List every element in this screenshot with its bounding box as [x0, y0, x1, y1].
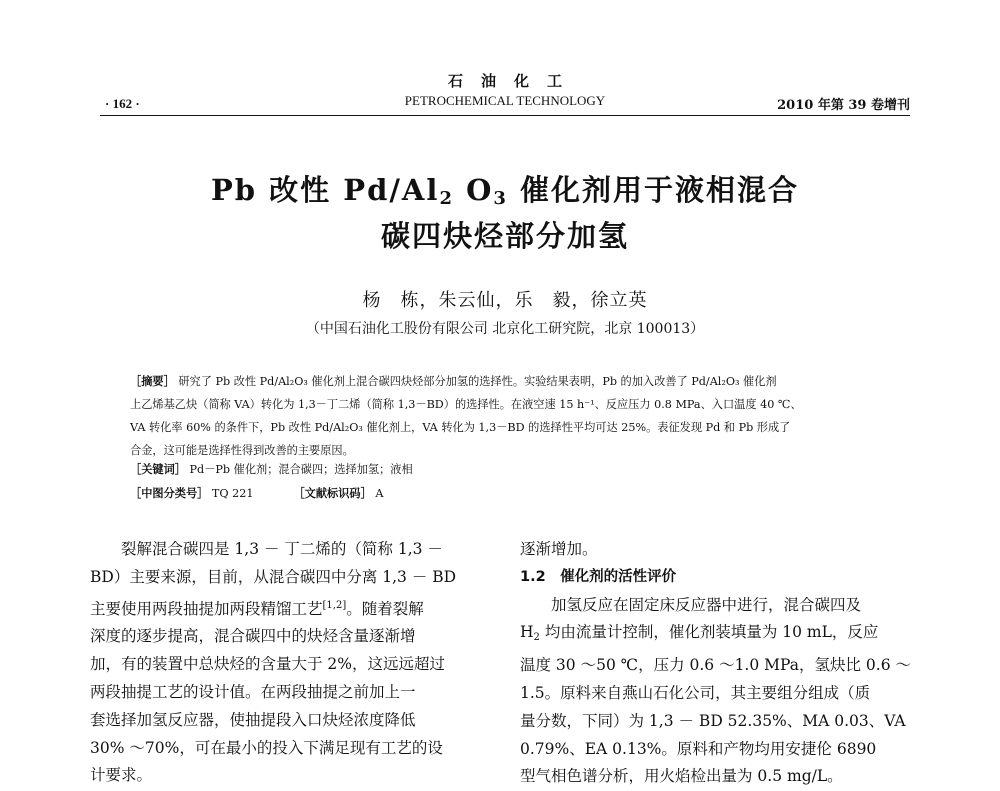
body-line: 套选择加氢反应器，使抽提段入口炔烃浓度降低: [90, 710, 416, 729]
body-line: 加氢反应在固定床反应器中进行，混合碳四及: [551, 595, 862, 614]
running-head: [100, 70, 910, 116]
body-line: BD）主要来源，目前，从混合碳四中分离 1,3 － BD: [90, 567, 457, 586]
body-line: 0.79%、EA 0.13%。原料和产物均用安捷伦 6890: [520, 739, 877, 758]
body-line: 温度 30 ～50 ℃，压力 0.6 ～1.0 MPa，氢炔比 0.6 ～: [520, 656, 911, 675]
doc-code-value: A: [375, 487, 384, 500]
body-line: 加，有的装置中总炔烃的含量大于 2%，这远远超过: [90, 655, 446, 674]
abstract-line-1: ［摘要］ 研究了 Pb 改性 Pd/Al₂O₃ 催化剂上混合碳四炔烃部分加氢的选择性。实验结果表明，Pb 的加入改善了 Pd/Al₂O₃ 催化剂: [130, 374, 777, 388]
class-number-label: ［中图分类号］: [130, 486, 209, 500]
journal-name-cn: 石油化工: [447, 72, 580, 90]
keywords: [130, 461, 413, 477]
page-number: · 162 ·: [105, 96, 140, 111]
affiliation: （中国石油化工股份有限公司 北京化工研究院，北京 100013）: [305, 321, 705, 337]
body-line: 裂解混合碳四是 1,3 － 丁二烯的（简称 1,3 －: [121, 540, 443, 558]
abstract-line-4: 合金，这可能是选择性得到改善的主要原因。: [130, 444, 354, 457]
body-line: 量分数，下同）为 1,3 － BD 52.35%、MA 0.03、VA: [520, 711, 906, 730]
journal-name-en: PETROCHEMICAL TECHNOLOGY: [404, 93, 606, 108]
authors: 杨 栋，朱云仙，乐 毅，徐立英: [362, 290, 648, 311]
body-line: 30% ～70%，可在最小的投入下满足现有工艺的设: [90, 738, 443, 757]
abstract-line-2: 上乙烯基乙炔（简称 VA）转化为 1,3－丁二烯（简称 1,3－BD）的选择性。在液空速 15 h⁻¹、反应压力 0.8 MPa、入口温度 40 ℃、: [130, 398, 802, 411]
body-line: 深度的逐步提高，混合碳四中的炔烃含量逐渐增: [90, 627, 416, 646]
paper-title-line-2: 碳四炔烃部分加氢: [380, 219, 629, 253]
paper-title-line-1: Pb 改性 $Pd/Al_2$ $O_3$ 催化剂用于液相混合: [210, 173, 799, 209]
body-column-left: [90, 536, 490, 790]
body-line: 两段抽提工艺的设计值。在两段抽提之前加上一: [90, 682, 416, 701]
body-column-right: [520, 536, 910, 791]
header-rule: [100, 115, 910, 116]
keywords-text: Pd－Pb 催化剂；混合碳四；选择加氢；液相: [189, 463, 413, 476]
doc-code-label: ［文献标识码］: [293, 486, 372, 500]
class-number-value: TQ 221: [211, 487, 254, 500]
body-line: 计要求。: [90, 766, 153, 785]
classification: [130, 485, 383, 501]
abstract-label: ［摘要］: [130, 374, 175, 388]
citation: [1,2]: [322, 599, 347, 611]
abstract: [130, 370, 880, 462]
body-line: 逐渐增加。: [520, 540, 598, 558]
section-heading: 1.2 催化剂的活性评价: [520, 568, 677, 585]
keywords-label: ［关键词］: [130, 462, 186, 476]
body-line: 型气相色谱分析，用火焰检出量为 0.5 mg/L。: [520, 767, 843, 786]
body-line: 主要使用两段抽提加两段精馏工艺[1,2]。随着裂解: [90, 599, 424, 618]
body-line: 1.5。原料来自燕山石化公司，其主要组分组成（质: [520, 683, 871, 702]
issue-info: 2010 年第 39 卷增刊: [777, 98, 910, 113]
abstract-line-3: VA 转化率 60% 的条件下，Pb 改性 Pd/Al₂O₃ 催化剂上，VA 转化为 1,3－BD 的选择性平均可达 25%。表征发现 Pd 和 Pb 形成了: [130, 421, 791, 434]
body-line: $H_2$ 均由流量计控制，催化剂装填量为 10 mL，反应: [520, 623, 879, 644]
